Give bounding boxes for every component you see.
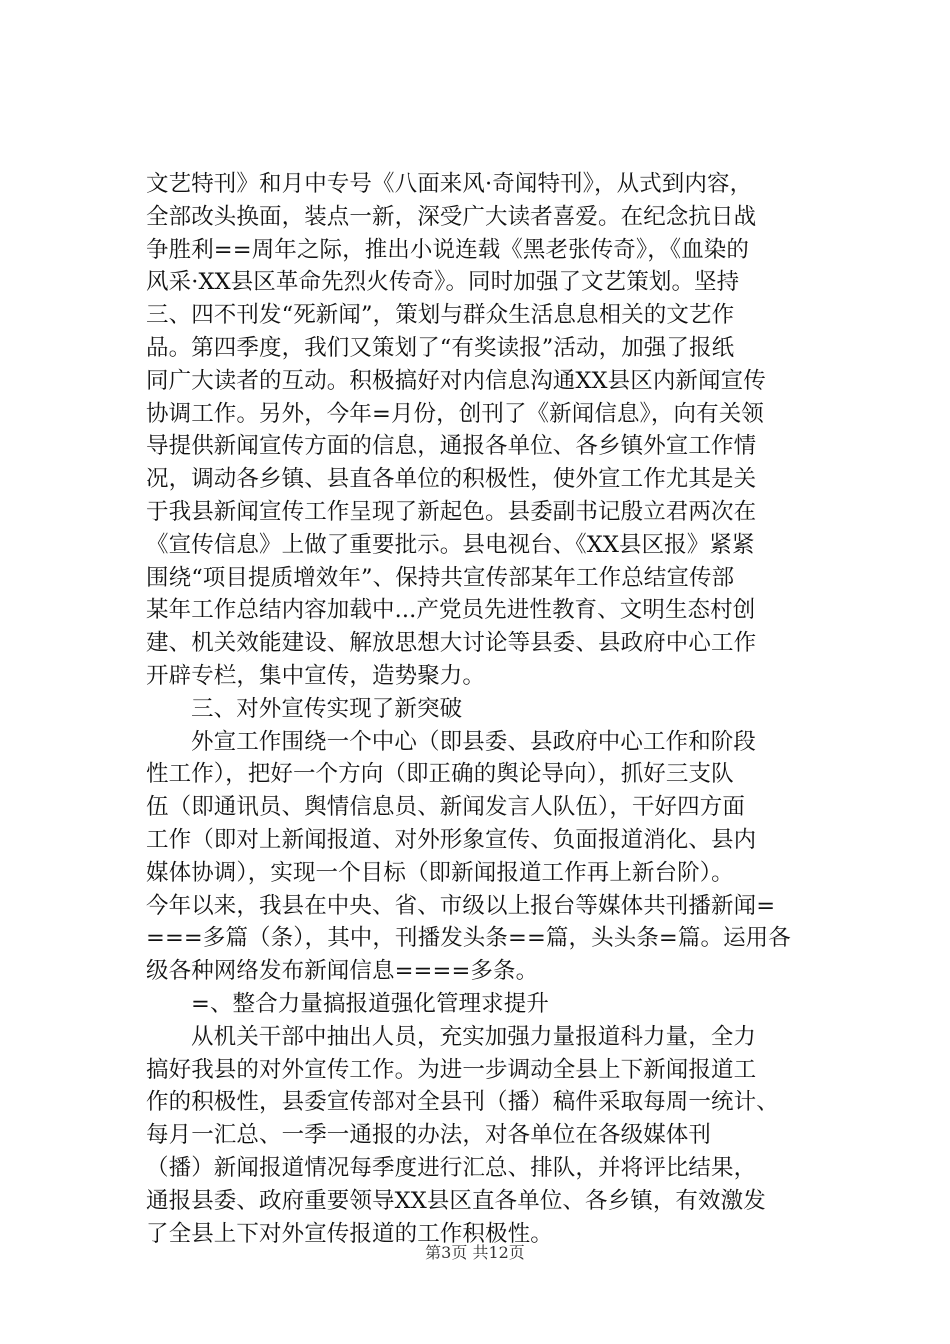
text-line: 了全县上下对外宣传报道的工作积极性。 [146, 1220, 553, 1247]
text-line: 于我县新闻宣传工作呈现了新起色。县委副书记殷立君两次在 [146, 498, 757, 525]
text-line: 媒体协调），实现一个目标（即新闻报道工作再上新台阶）。 [146, 859, 734, 886]
text-line: 导提供新闻宣传方面的信息，通报各单位、各乡镇外宣工作情 [146, 433, 757, 460]
text-line: 《宣传信息》上做了重要批示。县电视台、《XX县区报》紧紧 [146, 531, 755, 558]
text-line: 每月一汇总、一季一通报的办法，对各单位在各级媒体刊 [146, 1122, 712, 1149]
text-line: 围绕“项目提质增效年”、保持共宣传部某年工作总结宣传部 [146, 564, 735, 591]
text-line: 作的积极性，县委宣传部对全县刊（播）稿件采取每周一统计、 [146, 1089, 779, 1116]
text-line: 伍（即通讯员、舆情信息员、新闻发言人队伍），干好四方面 [146, 794, 745, 821]
text-line: 品。第四季度，我们又策划了“有奖读报”活动，加强了报纸 [146, 334, 735, 361]
text-line: 协调工作。另外，今年=月份，创刊了《新闻信息》，向有关领 [146, 400, 764, 427]
text-line: 今年以来，我县在中央、省、市级以上报台等媒体共刊播新闻= [146, 892, 776, 919]
text-line: 文艺特刊》和月中专号《八面来风·奇闻特刊》，从式到内容， [146, 171, 753, 197]
text-line: 工作（即对上新闻报道、对外形象宣传、负面报道消化、县内 [146, 826, 757, 853]
page-number-footer: 第3页 共12页 [425, 1243, 525, 1262]
text-line: 级各种网络发布新闻信息====多条。 [146, 958, 539, 985]
text-line: ===多篇（条），其中，刊播发头条==篇，头头条=篇。运用各 [146, 925, 791, 952]
text-line: 争胜利==周年之际，推出小说连载《黑老张传奇》，《血染的 [146, 236, 750, 263]
text-line: 建、机关效能建设、解放思想大讨论等县委、县政府中心工作 [146, 630, 757, 657]
text-line: 三、四不刊发“死新闻”，策划与群众生活息息相关的文艺作 [146, 302, 735, 329]
text-line: 全部改头换面，装点一新，深受广大读者喜爱。在纪念抗日战 [146, 203, 757, 230]
section-heading: =、整合力量搞报道强化管理求提升 [191, 990, 549, 1017]
text-line: 搞好我县的对外宣传工作。为进一步调动全县上下新闻报道工 [146, 1056, 757, 1083]
text-line: 外宣工作围绕一个中心（即县委、县政府中心工作和阶段 [191, 728, 757, 755]
text-line: 某年工作总结内容加载中...产党员先进性教育、文明生态村创 [146, 597, 756, 624]
text-line: 性工作），把好一个方向（即正确的舆论导向），抓好三支队 [146, 761, 734, 788]
text-line: 开辟专栏，集中宣传，造势聚力。 [146, 662, 486, 689]
document-body [146, 168, 834, 1250]
text-line: 同广大读者的互动。积极搞好对内信息沟通XX县区内新闻宣传 [146, 367, 766, 394]
text-line: 从机关干部中抽出人员，充实加强力量报道科力量，全力 [191, 1023, 757, 1050]
text-line: 况，调动各乡镇、县直各单位的积极性，使外宣工作尤其是关 [146, 466, 757, 493]
text-line: 风采·XX县区革命先烈火传奇》。同时加强了文艺策划。坚持 [146, 269, 740, 296]
text-line: 通报县委、政府重要领导XX县区直各单位、各乡镇，有效激发 [146, 1187, 766, 1214]
section-heading: 三、对外宣传实现了新突破 [191, 695, 463, 722]
text-line: （播）新闻报道情况每季度进行汇总、排队，并将评比结果， [146, 1154, 757, 1181]
